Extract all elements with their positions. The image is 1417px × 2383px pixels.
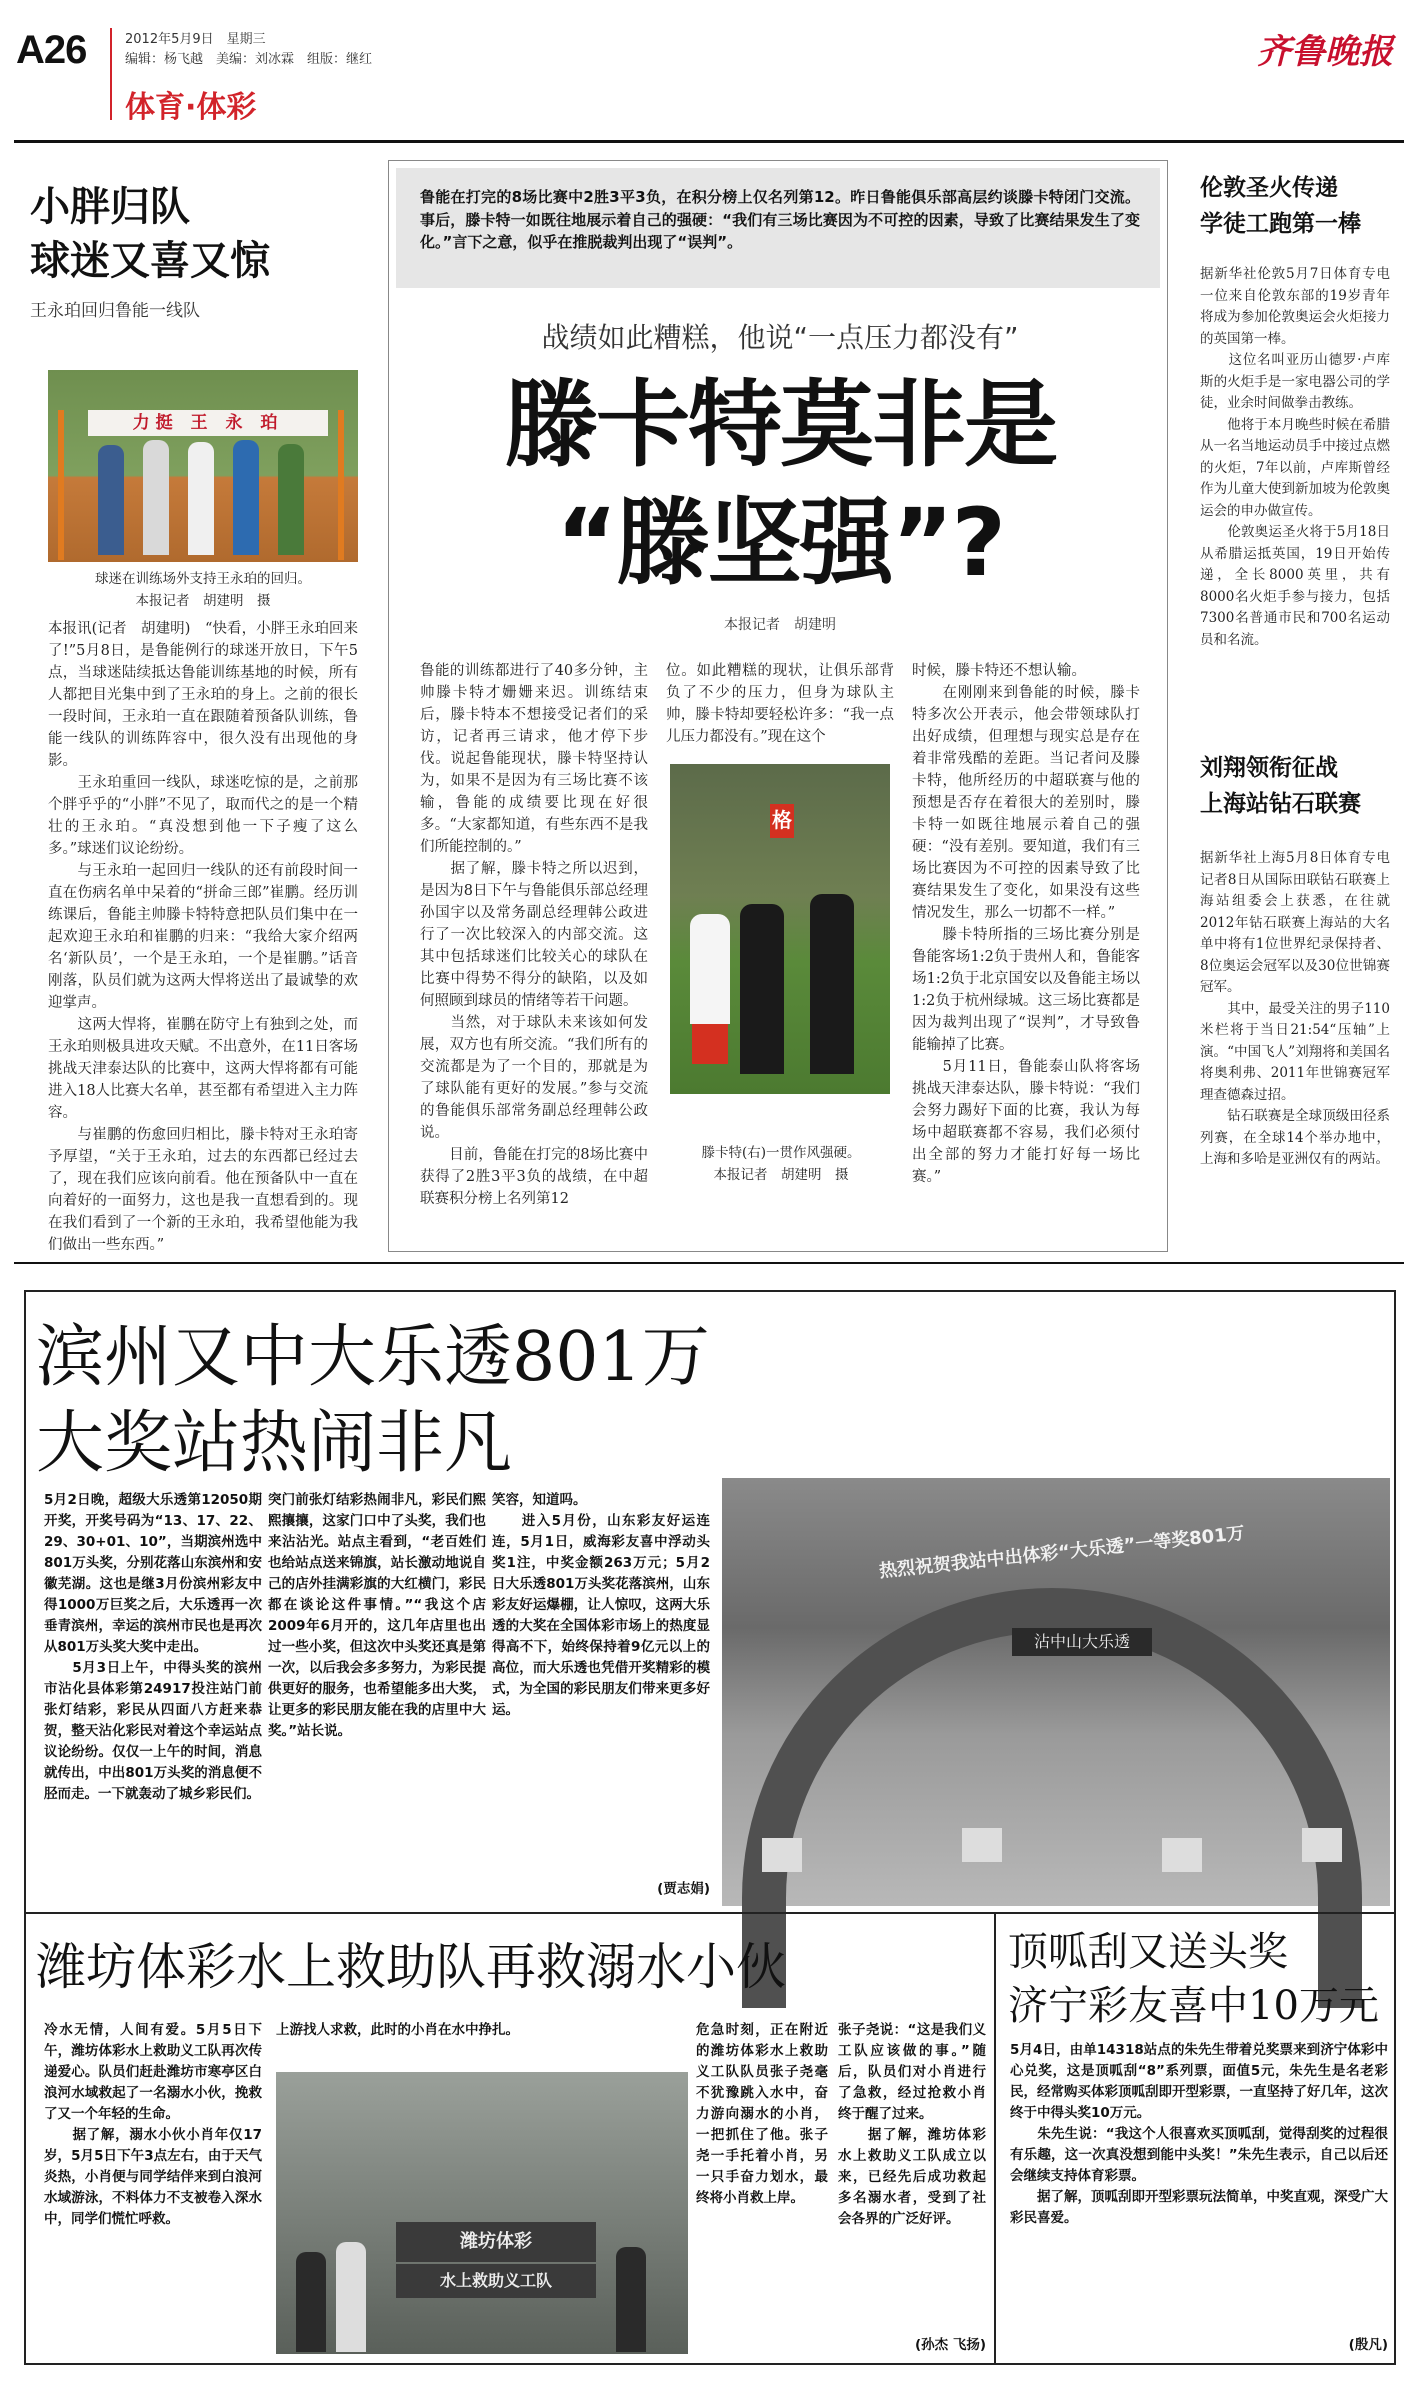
tenkate-photo: 格: [670, 764, 890, 1094]
photo-banner: 力挺 王 永 珀: [88, 410, 328, 436]
lottery2-col1: 冷水无情，人间有爱。5月5日下午，潍坊体彩水上救助义工队再次传递爱心。队员们赶赴潍坊市寒亭区白浪河水域救起了一名溺水小伙，挽救了又一个年轻的生命。 据了解，溺水小伙小肖年仅17岁，5月5日下午3点左右，由于天气炎热，小肖便与同学结伴来到白浪河水域游泳，不料体力不支被卷入深水中，同学们慌忙呼救。: [44, 2022, 262, 2227]
lottery-vrule: [994, 1914, 996, 2364]
story4-title-2: 上海站钻石联赛: [1200, 791, 1361, 817]
lottery1-author: (贾志娟): [657, 1881, 710, 1897]
lottery3-author: (殷凡): [1348, 2337, 1388, 2353]
story4-title-1: 刘翔领衔征战: [1200, 755, 1338, 781]
masthead-logo: 齐鲁晚报: [1257, 32, 1393, 72]
rescue-banner-2: 水上救助义工队: [396, 2264, 596, 2298]
lottery1-col2: 突门前张灯结彩热闹非凡，彩民们熙熙攘攘，这家门口中了头奖，我们也来沾沾光。站点主看到，“老百姓们也给站点送来锦旗，站长激动地说自己的店外挂满彩旗的大红横门，彩民都在谈论这件事情。”“我这个店2009年6月开的，这几年店里也出过一些小奖，但这次中头奖还真是第一次，以后我会多多努力，为彩民提供更好的服务，也希望能多出大奖，让更多的彩民朋友能在我的店里中大奖。”站长说。: [268, 1492, 486, 1739]
lottery1-col3: 笑容，知道吗。 进入5月份，山东彩友好运连连，5月1日，威海彩友喜中浮动头奖1注，中奖金额263万元；5月2日大乐透801万头奖花落滨州，山东彩友好运爆棚，让人惊叹，这两大乐透的大奖在全国体彩市场上的热度显得高不下，始终保持着9亿元以上的高位，而大乐透也凭借开奖精彩的模式，为全国的彩民朋友们带来更多好运。: [492, 1492, 710, 1718]
story2-col2: 位。如此糟糕的现状，让俱乐部背负了不少的压力，但身为球队主帅，滕卡特却要轻松许多：“我一点儿压力都没有。”现在这个: [666, 663, 894, 745]
lottery2-author: (孙杰 飞扬): [914, 2337, 986, 2353]
lottery1-title-2: 大奖站热闹非凡: [36, 1404, 513, 1483]
story3-title: [1200, 170, 1400, 242]
arch-banner: 热烈祝贺我站中出体彩“大乐透”一等奖801万: [878, 1522, 1246, 1583]
page-number: A26: [16, 28, 87, 72]
story3-title-2: 学徒工跑第一棒: [1200, 211, 1361, 237]
rescue-team-photo: [276, 2072, 688, 2354]
lottery3-title: [1008, 1925, 1388, 2033]
lead-rule: [420, 286, 1140, 288]
story3-body: 据新华社伦敦5月7日体育专电 一位来自伦敦东部的19岁青年将成为参加伦敦奥运会火炬接力的英国第一棒。 这位名叫亚历山德罗·卢库斯的火炬手是一家电器公司的学徒，业余时间做拳击教练。 他将于本月晚些时候在希腊从一名当地运动员手中接过点燃的火炬，7年以前，卢库斯曾经作为儿童大使到新加坡为伦敦奥运会的申办做宣传。 伦敦奥运圣火将于5月18日从希腊运抵英国，19日开始传递，全长8000英里，共有8000名火炬手参与接力，包括7300名普通市民和700名运动员和名流。: [1200, 266, 1390, 648]
story2-lead: 鲁能在打完的8场比赛中2胜3平3负，在积分榜上仅名列第12。昨日鲁能俱乐部高层约谈滕卡特闭门交流。事后，滕卡特一如既往地展示着自己的强硬：“我们有三场比赛因为不可控的因素，导致了比赛结果发生了变化。”言下之意，似乎在推脱裁判出现了“误判”。: [420, 188, 1140, 251]
lottery3-title-2: 济宁彩友喜中10万元: [1008, 1983, 1379, 2029]
story2-col1: 鲁能的训练都进行了40多分钟，主帅滕卡特才姗姗来迟。训练结束后，滕卡特本不想接受记者们的采访，记者再三请求，他才停下步伐。说起鲁能现状，滕卡特坚持认为，如果不是因为有三场比赛不该输，鲁能的成绩要比现在好很多。“大家都知道，有些东西不是我们所能控制的。” 据了解，滕卡特之所以迟到，是因为8日下午与鲁能俱乐部总经理孙国宇以及常务副总经理韩公政进行了一次比较深入的内部交流。这其中包括球迷们比较关心的球队在比赛中得势不得分的缺陷，以及如何照顾到球员的情绪等若干问题。 当然，对于球队未来该如何发展，双方也有所交流。“我们所有的交流都是为了一个目的，那就是为了球队能有更好的发展。”参与交流的鲁能俱乐部常务副总经理韩公政说。 目前，鲁能在打完的8场比赛中获得了2胜3平3负的战绩，在中超联赛积分榜上名列第12: [420, 663, 648, 1207]
story1-title-2: 球迷又喜又惊: [30, 238, 270, 284]
story2-caption-credit: 本报记者 胡建明 摄: [713, 1167, 849, 1183]
lottery2-col1b: 上游找人求救，此时的小肖在水中挣扎。: [276, 2022, 519, 2038]
lottery3-body: 5月4日，由单14318站点的朱先生带着兑奖票来到济宁体彩中心兑奖，这是顶呱刮“8”系列票，面值5元，朱先生是名老彩民，经常购买体彩顶呱刮即开型彩票，一直坚持了好几年，这次终于中得头奖10万元。 朱先生说：“我这个人很喜欢买顶呱刮，觉得刮奖的过程很有乐趣，这一次真没想到能中头奖！”朱先生表示，自己以后还会继续支持体育彩票。 据了解，顶呱刮即开型彩票玩法简单，中奖直观，深受广大彩民喜爱。: [1010, 2042, 1388, 2226]
rescue-banner-1: 潍坊体彩: [396, 2222, 596, 2262]
lottery2-col2: 危急时刻，正在附近的潍坊体彩水上救助义工队队员张子尧毫不犹豫跳入水中，奋力游向溺水的小肖，一把抓住了他。张子尧一手托着小肖，另一只手奋力划水，最终将小肖救上岸。: [696, 2022, 828, 2206]
lottery2-title: 潍坊体彩水上救助队再救溺水小伙: [36, 1938, 786, 1996]
lottery1-title: [36, 1315, 1016, 1487]
header-divider: [110, 28, 112, 120]
lottery3-title-1: 顶呱刮又送头奖: [1008, 1929, 1288, 1975]
story1-subtitle: 王永珀回归鲁能一线队: [30, 301, 200, 321]
story1-title-1: 小胖归队: [30, 184, 190, 230]
lottery-mid-rule: [24, 1912, 1396, 1914]
story1-caption: [48, 568, 358, 612]
lottery2-col3: 张子尧说：“这是我们义工队应该做的事。”随后，队员们对小肖进行了急救，经过抢救小肖终于醒了过来。 据了解，潍坊体彩水上救助义工队成立以来，已经先后成功救起多名溺水者，受到了社会各界的广泛好评。: [838, 2022, 986, 2227]
story4-title: [1200, 750, 1400, 822]
shop-sign: 沾中山大乐透: [1012, 1628, 1152, 1656]
top-rule: [14, 140, 1404, 143]
story1-caption-text: 球迷在训练场外支持王永珀的回归。: [95, 571, 311, 587]
lottery1-col1: 5月2日晚，超级大乐透第12050期开奖，开奖号码为“13、17、22、29、30+01、10”，当期滨州选中801万头奖，分别花落山东滨州和安徽芜湖。这也是继3月份滨州彩友中得1000万巨奖之后，大乐透再一次垂青滨州，幸运的滨州市民也是再次从801万头奖大奖中走出。 5月3日上午，中得头奖的滨州市沾化县体彩第24917投注站门前张灯结彩，彩民从四面八方赶来恭贺，整天沾化彩民对着这个幸运站点议论纷纷。仅仅一上午的时间，消息就传出，中出801万头奖的消息便不胫而走。一下就轰动了城乡彩民们。: [44, 1492, 262, 1802]
issue-date: 2012年5月9日 星期三: [125, 32, 266, 47]
story2-kicker: 战绩如此糟糕，他说“一点压力都没有”: [541, 321, 1019, 354]
lottery-arch-photo: [722, 1478, 1390, 1906]
fans-photo: [48, 370, 358, 562]
story2-caption-text: 滕卡特(右)一贯作风强硬。: [701, 1145, 861, 1161]
story2-byline: 本报记者 胡建明: [724, 617, 836, 633]
story4-body: 据新华社上海5月8日体育专电 记者8日从国际田联钻石联赛上海站组委会上获悉，在往就2012年钻石联赛上海站的大名单中将有1位世界纪录保持者、8位奥运会冠军以及30位世锦赛冠军。 其中，最受关注的男子110米栏将于当日21:54“压轴”上演。“中国飞人”刘翔将和美国名将奥利弗、2011年世锦赛冠军理查德森过招。 钻石联赛是全球顶级田径系列赛，在全球14个举办地中，上海和多哈是亚洲仅有的两站。: [1200, 850, 1390, 1167]
story2-photo-caption: [666, 1142, 896, 1186]
story2-headline-2: “滕坚强”?: [555, 489, 1005, 598]
story1-body: 本报讯(记者 胡建明) “快看，小胖王永珀回来了!”5月8日，是鲁能例行的球迷开放日，下午5点，当球迷陆续抵达鲁能训练基地的时候，所有人都把目光集中到了王永珀的身上。之前的很长一段时间，王永珀一直在跟随着预备队训练，鲁能一线队的训练阵容中，很久没有出现他的身影。 王永珀重回一线队，球迷吃惊的是，之前那个胖乎乎的“小胖”不见了，取而代之的是一个精壮的王永珀。“真没想到他一下子瘦了这么多。”球迷们议论纷纷。 与王永珀一起回归一线队的还有前段时间一直在伤病名单中呆着的“拼命三郎”崔鹏。经历训练课后，鲁能主帅滕卡特特意把队员们集中在一起欢迎王永珀和崔鹏的归来：“我给大家介绍两名‘新队员’，一个是王永珀，一个是崔鹏。”话音刚落，队员们就为这两大悍将送出了最诚挚的欢迎掌声。 这两大悍将，崔鹏在防守上有独到之处，而王永珀则极具进攻天赋。不出意外，在11日客场挑战天津泰达队的比赛中，这两大悍将都有可能进入18人比赛大名单，甚至都有希望进入主力阵容。 与崔鹏的伤愈回归相比，滕卡特对王永珀寄予厚望，“关于王永珀，过去的东西都已经过去了，现在我们应该向前看。他在预备队中一直在向着好的一面努力，这也是我一直想看到的。现在我们看到了一个新的王永珀，我希望他能为我们做出一些东西。”: [48, 621, 358, 1253]
story-xiaopang: [30, 180, 370, 321]
editors-line: 编辑：杨飞越 美编：刘冰霖 组版：继红: [125, 52, 373, 67]
story3-title-1: 伦敦圣火传递: [1200, 175, 1338, 201]
lottery1-title-1: 滨州又中大乐透801万: [36, 1318, 710, 1397]
mid-rule: [14, 1262, 1404, 1264]
date-line: [125, 30, 372, 70]
story1-caption-credit: 本报记者 胡建明 摄: [135, 593, 271, 609]
story2-headline-1: 滕卡特莫非是: [503, 371, 1056, 480]
section-title: 体育·体彩: [125, 90, 257, 125]
story2-col3: 时候，滕卡特还不想认输。 在刚刚来到鲁能的时候，滕卡特多次公开表示，他会带领球队打出好成绩，但理想与现实总是存在着非常残酷的差距。当记者问及滕卡特，他所经历的中超联赛与他的预想是否存在着很大的差别时，滕卡特一如既往地展示着自己的强硬：“没有差别。要知道，我们有三场比赛因为不可控的因素导致了比赛结果发生了变化，如果没有这些情况发生，那么一切都不一样。” 滕卡特所指的三场比赛分别是鲁能客场1:2负于贵州人和，鲁能客场1:2负于北京国安以及鲁能主场以1:2负于杭州绿城。这三场比赛都是因为裁判出现了“误判”，才导致鲁能输掉了比赛。 5月11日，鲁能泰山队将客场挑战天津泰达队，滕卡特说：“我们会努力踢好下面的比赛，我认为每场中超联赛都不容易，我们必须付出全部的努力才能打好每一场比赛。”: [912, 663, 1140, 1185]
